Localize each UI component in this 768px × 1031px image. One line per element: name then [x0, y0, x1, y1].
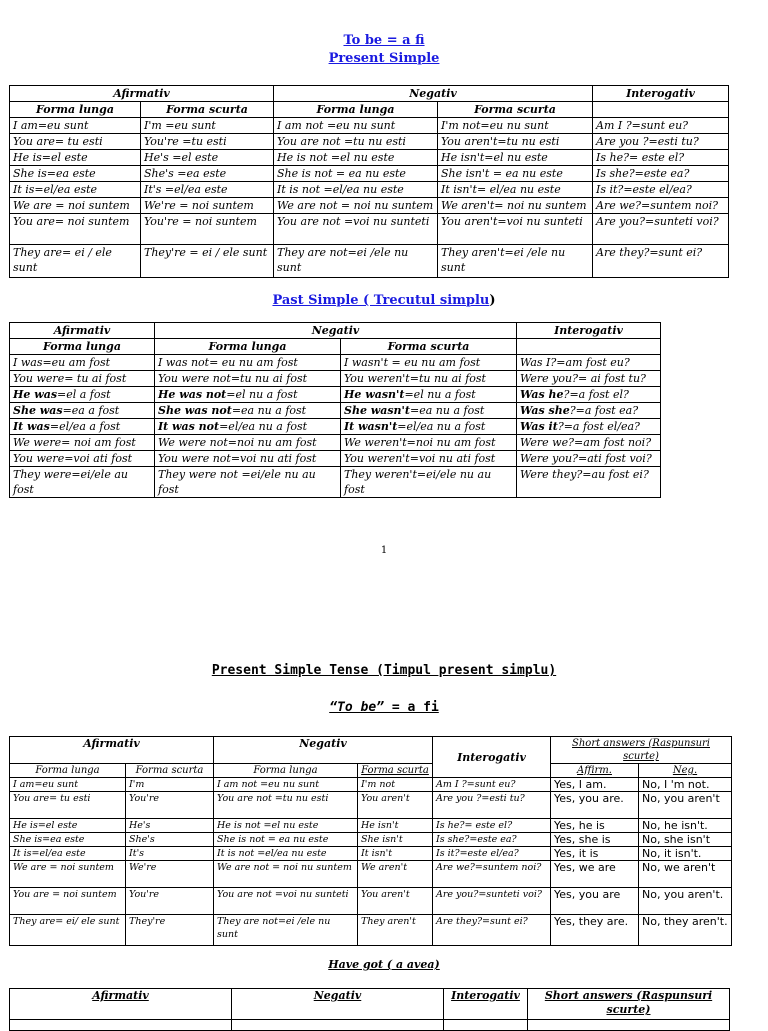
bold-subject: It was [13, 420, 50, 433]
table-cell: Yes, he is [551, 819, 639, 833]
table-cell: He's =el este [141, 150, 274, 166]
table-cell [155, 403, 341, 419]
table-cell: Was I?=am fost eu? [517, 355, 661, 371]
table-cell: I was=eu am fost [10, 355, 155, 371]
present-simple-table [9, 85, 729, 278]
table-cell: I'm not=eu nu sunt [438, 118, 593, 134]
bold-subject: Was he [520, 388, 564, 401]
table-row [10, 182, 729, 198]
table-cell: Yes, I am. [551, 778, 639, 792]
header-forma-scurta-neg: Forma scurta [438, 102, 593, 118]
have-got-title: Have got ( a avea) [328, 958, 440, 971]
t3-neg: Neg. [639, 764, 732, 778]
bold-subject: Was she [520, 404, 570, 417]
table-cell: He is not =el nu este [214, 819, 358, 833]
translation: =ea nu a fost [231, 404, 307, 417]
table-cell: Were you?=ati fost voi? [517, 451, 661, 467]
table-row [10, 134, 729, 150]
table-cell: We are = noi suntem [10, 861, 126, 888]
table-cell: We aren't= noi nu suntem [438, 198, 593, 214]
table-row [10, 819, 732, 833]
header-negativ: Negativ [274, 86, 593, 102]
translation: =el/ea nu a fost [219, 420, 308, 433]
table-cell: You were not=tu nu ai fost [155, 371, 341, 387]
table-cell: Am I ?=sunt eu? [433, 778, 551, 792]
table-cell: They're [126, 915, 214, 946]
table-cell: Are you?=sunteti voi? [433, 888, 551, 915]
table-cell: He is not =el nu este [274, 150, 438, 166]
table-cell: No, he isn't. [639, 819, 732, 833]
bold-subject: It wasn't [344, 420, 398, 433]
table-cell: I am=eu sunt [10, 118, 141, 134]
table-cell [10, 403, 155, 419]
table-cell: Is she?=este ea? [433, 833, 551, 847]
table-cell: They weren't=ei/ele nu au fost [341, 467, 517, 498]
table-row [10, 198, 729, 214]
table-cell: Yes, they are. [551, 915, 639, 946]
table-cell: We were= noi am fost [10, 435, 155, 451]
header-forma-lunga: Forma lunga [10, 102, 141, 118]
translation: =ea a fost [62, 404, 120, 417]
t3-header-afirmativ: Afirmativ [10, 737, 214, 764]
table-cell: She is=ea este [10, 833, 126, 847]
translation: ?=a fost el? [563, 388, 629, 401]
table-cell: Are you?=sunteti voi? [593, 214, 729, 245]
table-cell: Are you ?=esti tu? [433, 792, 551, 819]
table-cell [517, 419, 661, 435]
table-cell: I'm [126, 778, 214, 792]
t3-forma-lunga-neg: Forma lunga [214, 764, 358, 778]
table-cell: You're = noi suntem [141, 214, 274, 245]
table-cell [10, 419, 155, 435]
table-cell: No, it isn't. [639, 847, 732, 861]
table-row [10, 915, 732, 946]
table-cell: She is=ea este [10, 166, 141, 182]
table-row [10, 435, 661, 451]
table-cell: I'm not [358, 778, 433, 792]
translation: =el/ea nu a fost [397, 420, 486, 433]
translation: ?=a fost el/ea? [557, 420, 640, 433]
table-cell: She's =ea este [141, 166, 274, 182]
past-header-afirmativ: Afirmativ [10, 323, 155, 339]
table-cell: We were not=noi nu am fost [155, 435, 341, 451]
table-row [10, 451, 661, 467]
table-cell: They were=ei/ele au fost [10, 467, 155, 498]
table-cell: Yes, you are. [551, 792, 639, 819]
table-row [10, 419, 661, 435]
table-cell: It is not =el/ea nu este [214, 847, 358, 861]
table-cell: I am=eu sunt [10, 778, 126, 792]
past-simple-link[interactable]: Past Simple ( Trecutul simplu [272, 293, 490, 308]
t3-header-negativ: Negativ [214, 737, 433, 764]
past-header-forma-scurta-neg: Forma scurta [341, 339, 517, 355]
table-cell: It is=el/ea este [10, 847, 126, 861]
table-cell: We are not = noi nu suntem [214, 861, 358, 888]
t4-header-interogativ: Interogativ [444, 989, 528, 1020]
table-cell: You are not =tu nu esti [214, 792, 358, 819]
table-cell [155, 387, 341, 403]
header-afirmativ: Afirmativ [10, 86, 274, 102]
table-cell: He isn't=el nu este [438, 150, 593, 166]
table-cell: They're = ei / ele sunt [141, 245, 274, 278]
table-row [10, 214, 729, 245]
table-cell: You weren't=voi nu ati fost [341, 451, 517, 467]
table-cell: It isn't= el/ea nu este [438, 182, 593, 198]
table-cell: They aren't=ei /ele nu sunt [438, 245, 593, 278]
present-simple-tense-table [9, 736, 732, 946]
past-header-negativ: Negativ [155, 323, 517, 339]
table-cell: We are = noi suntem [10, 198, 141, 214]
table-cell: No, we aren't [639, 861, 732, 888]
past-simple-title: Past Simple ( Trecutul simplu) [272, 293, 496, 308]
page-title-to-be[interactable]: To be = a fi [343, 33, 425, 48]
translation: =ea nu a fost [410, 404, 485, 417]
page2-title: Present Simple Tense (Timpul present simplu) [211, 663, 557, 678]
table-cell: No, I 'm not. [639, 778, 732, 792]
table-cell: No, you aren't [639, 792, 732, 819]
table-cell: Were you?= ai fost tu? [517, 371, 661, 387]
table-cell: He is=el este [10, 819, 126, 833]
table-cell: We aren't [358, 861, 433, 888]
table-row [10, 387, 661, 403]
table-cell: She isn't = ea nu este [438, 166, 593, 182]
table-row [10, 833, 732, 847]
table-cell: We're = noi suntem [141, 198, 274, 214]
header-interogativ: Interogativ [593, 86, 729, 102]
table-cell: Were they?=au fost ei? [517, 467, 661, 498]
table-cell: You were=voi ati fost [10, 451, 155, 467]
bold-subject: She wasn't [344, 404, 411, 417]
past-header-interogativ: Interogativ [517, 323, 661, 339]
table-cell: She's [126, 833, 214, 847]
table-cell: You are not =tu nu esti [274, 134, 438, 150]
table-cell: You are= tu esti [10, 134, 141, 150]
table-cell [10, 387, 155, 403]
bold-subject: He was [13, 388, 58, 401]
table-cell: I wasn't = eu nu am fost [341, 355, 517, 371]
table-cell [155, 419, 341, 435]
table-row [10, 888, 732, 915]
table-cell: You are= tu esti [10, 792, 126, 819]
t4-header-negativ: Negativ [232, 989, 444, 1020]
translation: =el/ea a fost [49, 420, 121, 433]
t4-header-short-answers: Short answers (Raspunsuri scurte) [528, 989, 730, 1020]
table-cell: Are they?=sunt ei? [593, 245, 729, 278]
table-cell: Are you ?=esti tu? [593, 134, 729, 150]
bold-subject: He was not [158, 388, 227, 401]
table-cell: You aren't [358, 792, 433, 819]
table-row [10, 467, 661, 498]
table-cell: You're =tu esti [141, 134, 274, 150]
past-simple-table [9, 322, 661, 498]
t3-forma-scurta: Forma scurta [126, 764, 214, 778]
table-row [10, 166, 729, 182]
bold-subject: She was not [158, 404, 232, 417]
table-cell: Is it?=este el/ea? [433, 847, 551, 861]
table-cell: Is she?=este ea? [593, 166, 729, 182]
table-cell: You're [126, 888, 214, 915]
table-row [10, 245, 729, 278]
past-header-forma-lunga-neg: Forma lunga [155, 339, 341, 355]
table-cell: Yes, we are [551, 861, 639, 888]
t3-forma-lunga: Forma lunga [10, 764, 126, 778]
table-cell: You weren't=tu nu ai fost [341, 371, 517, 387]
bold-subject: He wasn't [344, 388, 405, 401]
header-forma-lunga-neg: Forma lunga [274, 102, 438, 118]
table-cell: She isn't [358, 833, 433, 847]
table-cell: No, she isn't [639, 833, 732, 847]
table-row [10, 403, 661, 419]
table-cell: It isn't [358, 847, 433, 861]
page2-subtitle: “To be” = a fi [329, 700, 439, 715]
table-cell: It's =el/ea este [141, 182, 274, 198]
t3-header-interogativ: Interogativ [433, 737, 551, 778]
table-cell: It is=el/ea este [10, 182, 141, 198]
table-cell [341, 387, 517, 403]
table-cell: It's [126, 847, 214, 861]
table-cell: I am not =eu nu sunt [274, 118, 438, 134]
table-cell: I am not =eu nu sunt [214, 778, 358, 792]
table-cell: You are not =voi nu sunteti [214, 888, 358, 915]
table-cell: Yes, it is [551, 847, 639, 861]
bold-subject: She was [13, 404, 63, 417]
table-cell: Is he?= este el? [593, 150, 729, 166]
table-row [10, 847, 732, 861]
table-cell: They aren't [358, 915, 433, 946]
page-subtitle-present-simple[interactable]: Present Simple [328, 51, 440, 66]
table-cell: Were we?=am fost noi? [517, 435, 661, 451]
table-cell [341, 419, 517, 435]
table-cell: We are not = noi nu suntem [274, 198, 438, 214]
translation: =el a fost [57, 388, 111, 401]
past-header-forma-lunga: Forma lunga [10, 339, 155, 355]
table-cell: She is not = ea nu este [274, 166, 438, 182]
table-row [10, 355, 661, 371]
table-cell: You were not=voi nu ati fost [155, 451, 341, 467]
table-cell: You are = noi suntem [10, 888, 126, 915]
table-cell: Is he?= este el? [433, 819, 551, 833]
table-cell: You're [126, 792, 214, 819]
table-cell: They were not =ei/ele nu au fost [155, 467, 341, 498]
bold-subject: It was not [158, 420, 220, 433]
bold-subject: Was it [520, 420, 558, 433]
table-cell: Are we?=suntem noi? [593, 198, 729, 214]
header-forma-scurta: Forma scurta [141, 102, 274, 118]
table-cell: Are we?=suntem noi? [433, 861, 551, 888]
table-cell: They are= ei/ ele sunt [10, 915, 126, 946]
table-cell: We weren't=noi nu am fost [341, 435, 517, 451]
table-cell: Are they?=sunt ei? [433, 915, 551, 946]
translation: =el nu a fost [404, 388, 476, 401]
t3-affirm: Affirm. [551, 764, 639, 778]
table-cell: They are= ei / ele sunt [10, 245, 141, 278]
table-cell: He is=el este [10, 150, 141, 166]
page-number: 1 [380, 545, 388, 556]
table-cell: Am I ?=sunt eu? [593, 118, 729, 134]
table-cell: It is not =el/ea nu este [274, 182, 438, 198]
table-cell: Yes, you are [551, 888, 639, 915]
table-row [10, 861, 732, 888]
table-cell: No, you aren't. [639, 888, 732, 915]
table-cell: He isn't [358, 819, 433, 833]
table-cell [341, 403, 517, 419]
table-row [10, 150, 729, 166]
table-cell: They are not=ei /ele nu sunt [214, 915, 358, 946]
table-row [10, 778, 732, 792]
table-cell: You were= tu ai fost [10, 371, 155, 387]
table-cell [517, 403, 661, 419]
table-row [10, 118, 729, 134]
table-cell: They are not=ei /ele nu sunt [274, 245, 438, 278]
table-cell: I'm =eu sunt [141, 118, 274, 134]
table-row [10, 792, 732, 819]
table-cell: You aren't=tu nu esti [438, 134, 593, 150]
t4-header-afirmativ: Afirmativ [10, 989, 232, 1020]
translation: ?=a fost ea? [569, 404, 639, 417]
table-cell: You are= noi suntem [10, 214, 141, 245]
table-cell: No, they aren't. [639, 915, 732, 946]
have-got-table [9, 988, 730, 1031]
table-cell: You are not =voi nu sunteti [274, 214, 438, 245]
table-row [10, 371, 661, 387]
table-cell: You aren't [358, 888, 433, 915]
table-cell: She is not = ea nu este [214, 833, 358, 847]
t3-forma-scurta-neg: Forma scurta [358, 764, 433, 778]
t3-header-short-answers: Short answers (Raspunsuri scurte) [551, 737, 732, 764]
table-cell: We're [126, 861, 214, 888]
table-cell: He's [126, 819, 214, 833]
table-cell: Yes, she is [551, 833, 639, 847]
table-cell: I was not= eu nu am fost [155, 355, 341, 371]
translation: =el nu a fost [226, 388, 298, 401]
table-cell: Is it?=este el/ea? [593, 182, 729, 198]
table-cell [517, 387, 661, 403]
table-cell: You aren't=voi nu sunteti [438, 214, 593, 245]
